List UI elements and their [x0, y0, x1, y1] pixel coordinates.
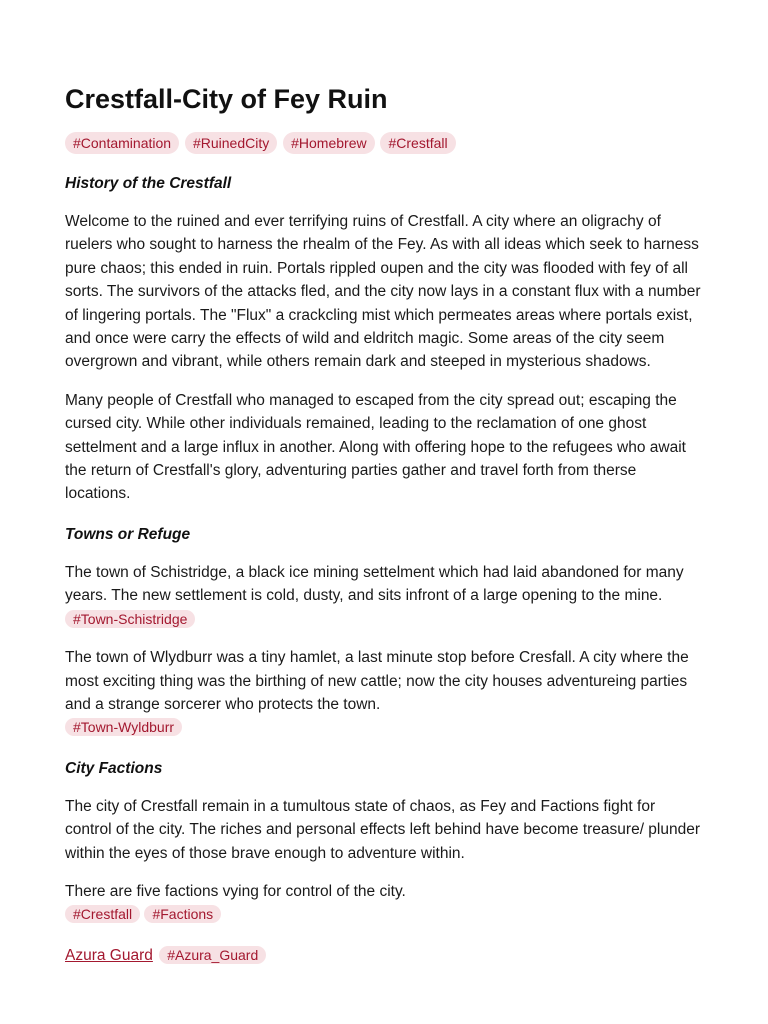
factions-heading: City Factions [65, 759, 163, 777]
wlydburr-text: The town of Wlydburr was a tiny hamlet, a last minute stop before Cresfall. A city where the most exciting thing was the birthing of new cattle; now the city houses adventureing parties and a strange sorcerer who protects the town. [65, 649, 689, 713]
schistridge-paragraph [65, 561, 705, 631]
page-title: Crestfall-City of Fey Ruin [65, 84, 388, 114]
azura-guard-line [65, 944, 705, 968]
tag-azura-guard[interactable]: #Azura_Guard [159, 946, 266, 964]
tag-crestfall-factions[interactable]: #Crestfall [65, 905, 140, 923]
factions-count-text: There are five factions vying for control of the city. [65, 882, 406, 900]
tag-town-schistridge[interactable]: #Town-Schistridge [65, 610, 195, 628]
tag-crestfall[interactable]: #Crestfall [380, 132, 455, 154]
towns-heading: Towns or Refuge [65, 525, 191, 543]
tag-contamination[interactable]: #Contamination [65, 132, 179, 154]
tag-homebrew[interactable]: #Homebrew [283, 132, 374, 154]
tag-ruinedcity[interactable]: #RuinedCity [185, 132, 277, 154]
history-paragraph-2: Many people of Crestfall who managed to escaped from the city spread out; escaping the cursed city. While other individuals remained, leading to the reclamation of one ghost settelment and a large influx in another. Along with offering hope to the refugees who await the return of Crestfall's glory, adventuring parties gather and travel forth from therse locations. [65, 391, 686, 503]
tag-factions[interactable]: #Factions [144, 905, 221, 923]
factions-paragraph-1: The city of Crestfall remain in a tumultous state of chaos, as Fey and Factions fight for control of the city. The riches and personal effects left behind have become treasure/ plunder within the eyes of those brave enough to adventure within. [65, 797, 701, 862]
factions-paragraph-2 [65, 880, 705, 927]
wlydburr-paragraph [65, 646, 705, 740]
tag-town-wyldburr[interactable]: #Town-Wyldburr [65, 718, 182, 736]
azura-guard-link[interactable]: Azura Guard [65, 946, 153, 964]
history-paragraph-1: Welcome to the ruined and ever terrifying ruins of Crestfall. A city where an oligrachy of ruelers who sought to harness the rhealm of the Fey. As with all ideas which seek to harness pure chaos; this ended in ruin. Portals rippled oupen and the city was flooded with fey of all sorts. The survivors of the attacks fled, and the city now lays in a constant flux with a number of lingering portals. The "Flux" a crackcling mist which permeates areas where portals exist, and once were carry the effects of wild and eldritch magic. Some areas of the city seem overgrown and vibrant, while others remain dark and steeped in mysterious shadows. [65, 213, 701, 371]
history-heading: History of the Crestfall [65, 175, 232, 192]
schistridge-text: The town of Schistridge, a black ice mining settelment which had laid abandoned for many years. The new settlement is cold, dusty, and sits infront of a large opening to the mine. [65, 563, 684, 605]
page-tags [65, 131, 705, 155]
document-content [65, 81, 705, 968]
